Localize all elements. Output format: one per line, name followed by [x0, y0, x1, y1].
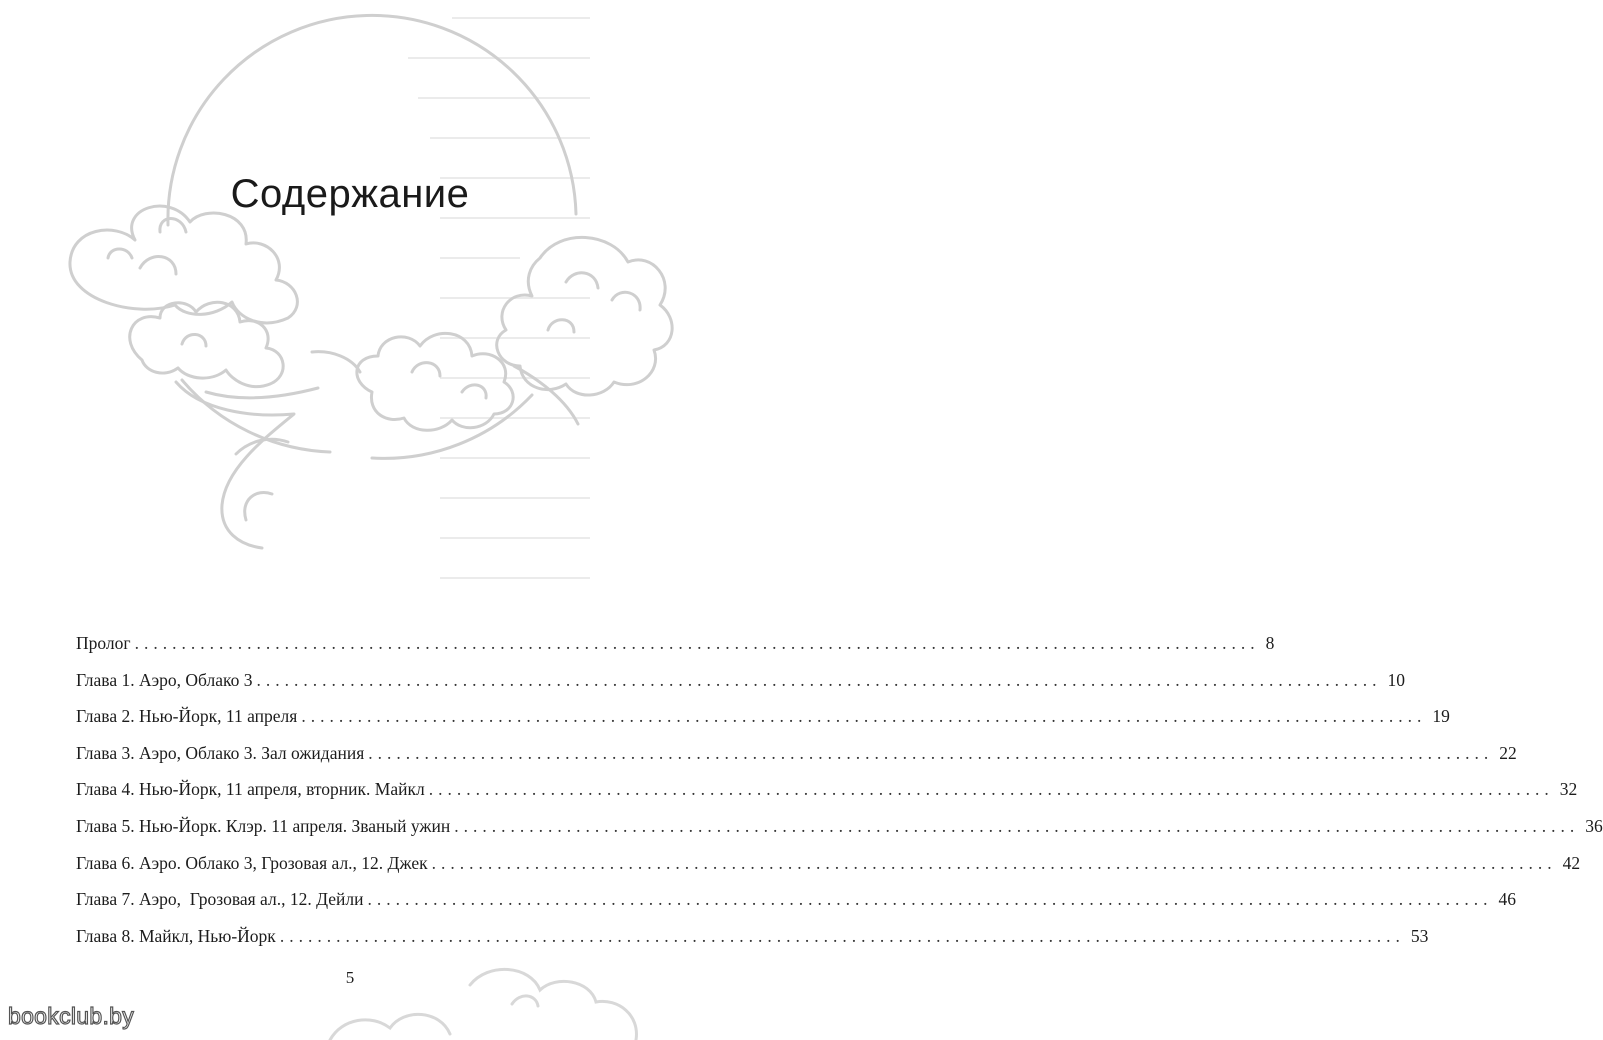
toc-entry-title: Глава 3. Аэро, Облако 3. Зал ожидания	[76, 742, 365, 763]
toc-leader-dots: ........................................................................................................................	[428, 779, 1554, 800]
toc-entry[interactable]	[76, 845, 1581, 882]
toc-entry-title: Глава 6. Аэро. Облако 3, Грозовая ал., 12. Джек	[76, 852, 428, 873]
toc-leader-dots: ........................................................................................................................	[279, 925, 1405, 946]
toc-leader-dots: ........................................................................................................................	[368, 742, 1494, 763]
toc-entry-title: Глава 8. Майкл, Нью-Йорк	[76, 925, 276, 946]
toc-entry-title: Глава 7. Аэро, Грозовая ал., 12. Дейли	[76, 889, 364, 910]
toc-entry-page: 46	[1498, 889, 1516, 910]
table-of-contents	[76, 625, 1603, 954]
toc-entry[interactable]	[76, 698, 1450, 735]
toc-entry[interactable]	[76, 881, 1516, 918]
toc-leader-dots: ........................................................................................................................	[301, 706, 1427, 727]
toc-entry-page: 32	[1559, 779, 1578, 800]
watermark-text: bookclub.by	[8, 1003, 135, 1029]
toc-entry-page: 8	[1265, 633, 1275, 653]
toc-entry-page: 22	[1499, 742, 1517, 763]
toc-entry[interactable]	[76, 771, 1578, 808]
toc-leader-dots: ........................................................................................................................	[256, 669, 1382, 690]
toc-entry[interactable]	[76, 625, 1275, 662]
toc-entry-page: 42	[1562, 852, 1581, 873]
toc-entry[interactable]	[76, 735, 1517, 772]
toc-leader-dots: ........................................................................................................................	[134, 633, 1260, 653]
page-number: 5	[345, 968, 355, 987]
toc-entry-page: 19	[1432, 706, 1450, 727]
toc-entry[interactable]	[76, 808, 1603, 845]
toc-entry[interactable]	[76, 918, 1429, 955]
cloud-moon-ornament-icon	[70, 15, 672, 548]
toc-entry-title: Глава 5. Нью-Йорк. Клэр. 11 апреля. Званый ужин	[76, 815, 451, 836]
toc-entry-title: Пролог	[76, 633, 131, 653]
toc-entry-page: 53	[1410, 925, 1429, 946]
toc-leader-dots: ........................................................................................................................	[367, 889, 1493, 910]
toc-entry[interactable]	[76, 662, 1405, 699]
toc-entry-title: Глава 2. Нью-Йорк, 11 апреля	[76, 706, 298, 727]
toc-leader-dots: ........................................................................................................................	[431, 852, 1557, 873]
bleed-through-lines	[408, 18, 590, 578]
page-title: Содержание	[230, 172, 470, 216]
toc-leader-dots: ........................................................................................................................	[454, 815, 1580, 836]
toc-entry-page: 10	[1387, 669, 1405, 690]
toc-entry-title: Глава 1. Аэро, Облако 3	[76, 669, 253, 690]
toc-entry-title: Глава 4. Нью-Йорк, 11 апреля, вторник. Майкл	[76, 779, 425, 800]
toc-entry-page: 36	[1585, 815, 1603, 836]
